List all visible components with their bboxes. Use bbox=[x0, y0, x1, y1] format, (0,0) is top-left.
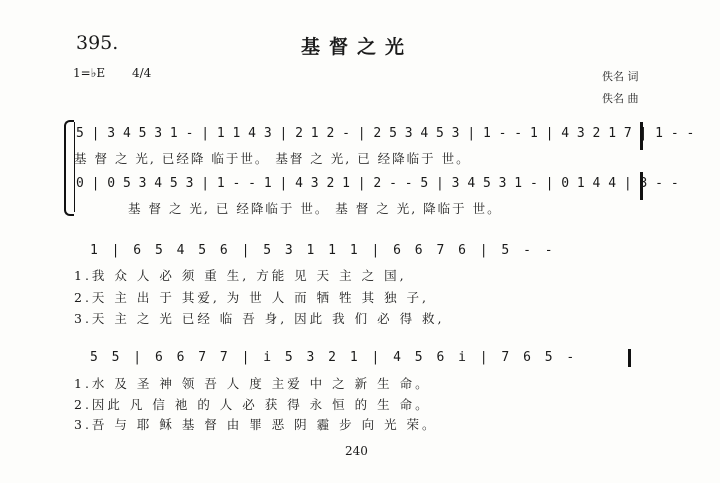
hymn-number: 395. bbox=[76, 32, 119, 54]
system-start-barline bbox=[74, 122, 75, 212]
soprano-lyrics: 基 督 之 光, 已经降 临于世。 基督 之 光, 已 经降临于 世。 bbox=[74, 151, 471, 166]
lyricist-credit: 佚名 词 bbox=[602, 70, 639, 83]
verse-3-lyrics: 3.吾 与 耶 稣 基 督 由 罪 恶 阴 霾 步 向 光 荣。 bbox=[74, 417, 438, 432]
hymn-title: 基督之光 bbox=[301, 36, 414, 58]
composer-credit: 佚名 曲 bbox=[602, 92, 639, 105]
melody-notes: 1 | 6 5 4 5 6 | 5 3 1 1 1 | 6 6 7 6 | 5 - - bbox=[90, 243, 556, 258]
time-signature: 4/4 bbox=[132, 66, 152, 80]
final-barline bbox=[628, 349, 631, 367]
key-signature: 1=♭E bbox=[73, 66, 106, 80]
verse-1-lyrics: 1.我 众 人 必 须 重 生, 方能 见 天 主 之 国, bbox=[74, 268, 407, 283]
soprano-notes: 5 | 3 4 5 3 1 - | 1 1 4 3 | 2 1 2 - | 2 5 3 4 5 3 | 1 - - 1 | 4 3 2 1 7 | 1 - - bbox=[76, 126, 695, 141]
verse-2-lyrics: 2.因此 凡 信 祂 的 人 必 获 得 永 恒 的 生 命。 bbox=[74, 397, 431, 412]
verse-2-lyrics: 2.天 主 出 于 其爱, 为 世 人 而 牺 牲 其 独 子, bbox=[74, 290, 430, 305]
melody-notes: 5 5 | 6 6 7 7 | i 5 3 2 1 | 4 5 6 i | 7 6 5 - bbox=[90, 350, 578, 365]
verse-1-lyrics: 1.水 及 圣 神 领 吾 人 度 主爱 中 之 新 生 命。 bbox=[74, 376, 431, 391]
verse-3-lyrics: 3.天 主 之 光 已经 临 吾 身, 因此 我 们 必 得 救, bbox=[74, 311, 445, 326]
alto-notes: 0 | 0 5 3 4 5 3 | 1 - - 1 | 4 3 2 1 | 2 - - 5 | 3 4 5 3 1 - | 0 1 4 4 | 3 - - bbox=[76, 176, 679, 191]
system-brace bbox=[64, 120, 74, 216]
alto-lyrics: 基 督 之 光, 已 经降临于 世。 基 督 之 光, 降临于 世。 bbox=[128, 201, 502, 216]
page-number: 240 bbox=[345, 444, 368, 458]
